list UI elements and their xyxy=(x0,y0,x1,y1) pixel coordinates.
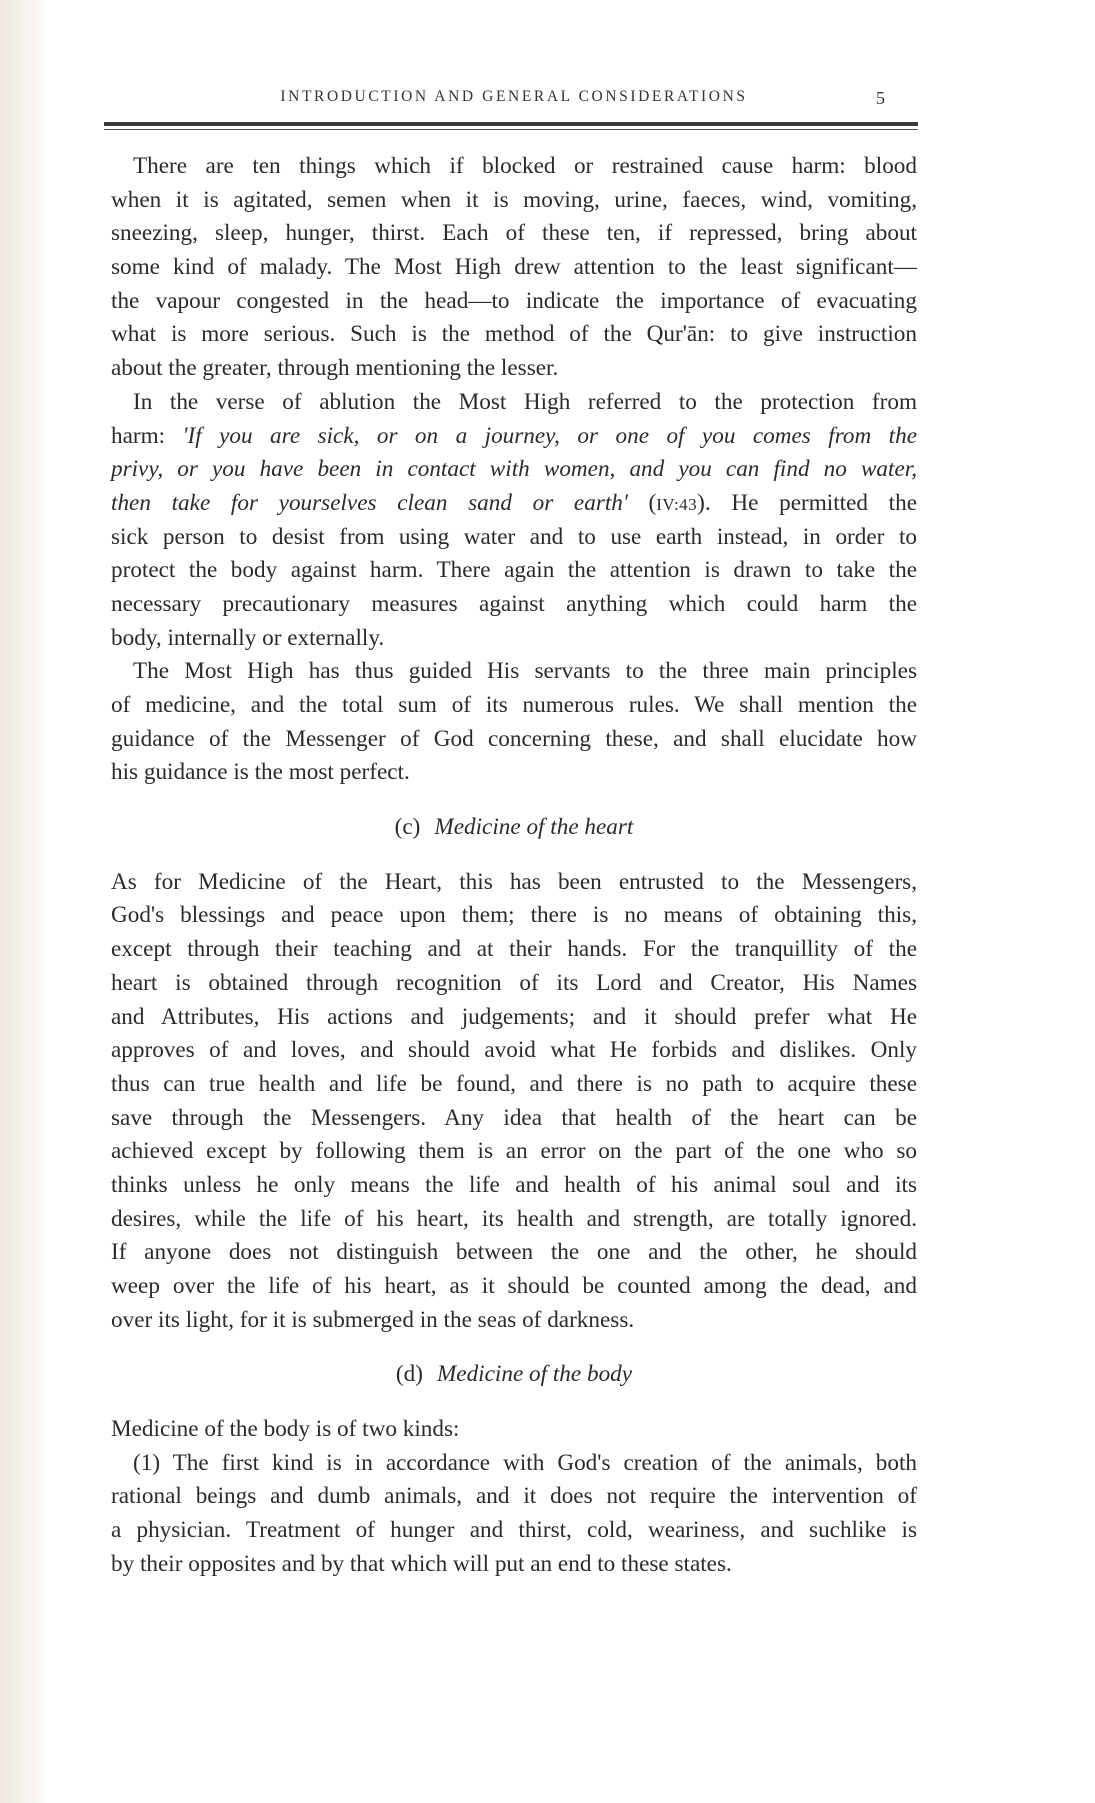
section-label: (c) xyxy=(394,814,421,841)
text-line: achieved except by following them is an error on the part of the one who so xyxy=(111,1138,917,1165)
text-line: the vapour congested in the head—to indicate the importance of evacuating xyxy=(111,287,917,314)
text-line: save through the Messengers. Any idea that health of the heart can be xyxy=(111,1104,917,1131)
text-line: and Attributes, His actions and judgements; and it should prefer what He xyxy=(111,1003,917,1030)
text-line: what is more serious. Such is the method of the Qur'ān: to give instruction xyxy=(111,321,917,348)
text-line: desires, while the life of his heart, its health and strength, are totally ignored. xyxy=(111,1205,917,1232)
text-line xyxy=(111,420,917,454)
text-line: sneezing, sleep, hunger, thirst. Each of these ten, if repressed, bring about xyxy=(111,220,917,247)
section-heading-c xyxy=(111,811,917,845)
section-heading-d xyxy=(111,1358,917,1392)
text-line: As for Medicine of the Heart, this has been entrusted to the Messengers, xyxy=(111,868,917,895)
text-line: thinks unless he only means the life and health of his animal soul and its xyxy=(111,1171,917,1198)
verse-reference: IV:43 xyxy=(656,494,698,514)
page-edge-shadow xyxy=(0,0,48,1803)
text-line: about the greater, through mentioning the lesser. xyxy=(111,355,559,382)
text-line: by their opposites and by that which will put an end to these states. xyxy=(111,1550,732,1577)
page-number: 5 xyxy=(876,88,885,108)
text-roman: ). He permitted the xyxy=(697,489,917,516)
text-line: sick person to desist from using water and to use earth instead, in order to xyxy=(111,523,917,550)
text-line xyxy=(111,487,917,521)
text-line: heart is obtained through recognition of its Lord and Creator, His Names xyxy=(111,969,917,996)
text-line: Medicine of the body is of two kinds: xyxy=(111,1416,460,1443)
quran-quote-line: privy, or you have been in contact with women, and you can find no water, xyxy=(111,456,917,483)
text-line: protect the body against harm. There again the attention is drawn to take the xyxy=(111,557,917,584)
text-roman: harm: xyxy=(111,422,183,449)
text-line: approves of and loves, and should avoid what He forbids and dislikes. Only xyxy=(111,1037,917,1064)
text-line: some kind of malady. The Most High drew attention to the least significant— xyxy=(111,254,917,281)
text-line: body, internally or externally. xyxy=(111,624,385,651)
body-text xyxy=(111,150,917,1582)
text-line: a physician. Treatment of hunger and thirst, cold, weariness, and suchlike is xyxy=(111,1517,917,1544)
section-title: Medicine of the body xyxy=(436,1361,633,1388)
text-line: God's blessings and peace upon them; there is no means of obtaining this, xyxy=(111,902,917,929)
text-line: over its light, for it is submerged in the seas of darkness. xyxy=(111,1306,635,1333)
text-line: necessary precautionary measures against anything which could harm the xyxy=(111,590,917,617)
text-line: In the verse of ablution the Most High referred to the protection from xyxy=(133,388,917,415)
text-line: except through their teaching and at their hands. For the tranquillity of the xyxy=(111,936,917,963)
text-line: his guidance is the most perfect. xyxy=(111,759,410,786)
text-line: There are ten things which if blocked or restrained cause harm: blood xyxy=(133,153,917,179)
text-line: when it is agitated, semen when it is moving, urine, faeces, wind, vomiting, xyxy=(111,186,917,213)
text-line: guidance of the Messenger of God concerning these, and shall elucidate how xyxy=(111,725,917,752)
quran-quote: 'If you are sick, or on a journey, or one of you comes from the xyxy=(182,422,917,449)
quran-quote: then take for yourselves clean sand or earth' xyxy=(111,489,628,516)
text-line: weep over the life of his heart, as it should be counted among the dead, and xyxy=(111,1273,917,1299)
running-head-title: INTRODUCTION AND GENERAL CONSIDERATIONS xyxy=(280,88,748,105)
text-line: thus can true health and life be found, and there is no path to acquire these xyxy=(111,1070,917,1097)
text-roman: ( xyxy=(627,489,657,516)
text-line: If anyone does not distinguish between the one and the other, he should xyxy=(111,1239,917,1266)
section-label: (d) xyxy=(395,1361,423,1388)
running-head xyxy=(111,88,917,112)
header-rule-thick xyxy=(104,122,918,126)
text-line: of medicine, and the total sum of its numerous rules. We shall mention the xyxy=(111,692,917,718)
section-title: Medicine of the heart xyxy=(434,814,634,841)
text-line: rational beings and dumb animals, and it does not require the intervention of xyxy=(111,1483,917,1510)
header-rule-thin xyxy=(104,129,918,130)
text-line: The Most High has thus guided His servants to the three main principles xyxy=(133,658,917,685)
text-line: (1) The first kind is in accordance with God's creation of the animals, both xyxy=(133,1449,917,1476)
